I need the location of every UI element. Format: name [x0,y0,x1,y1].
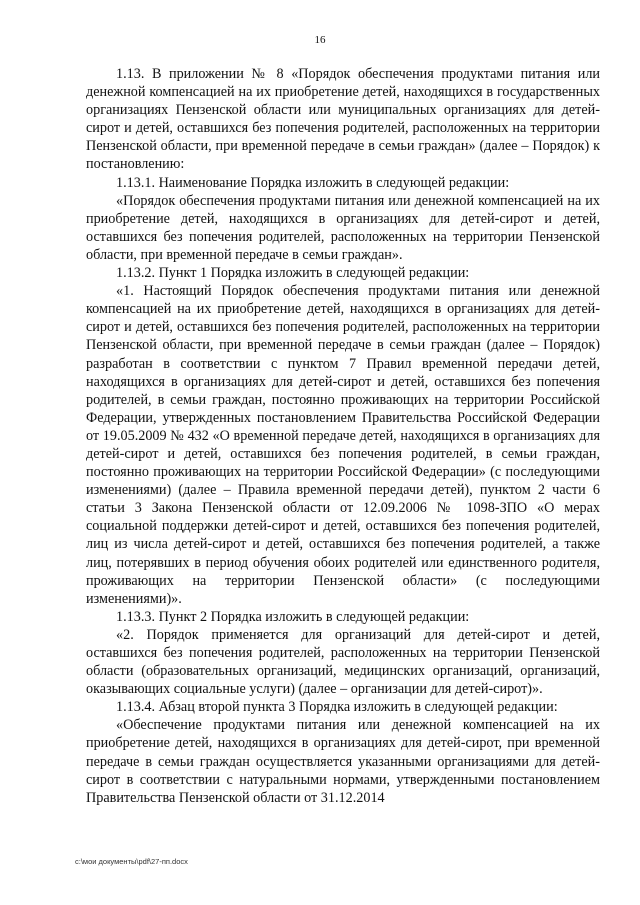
paragraph-1-13: 1.13. В приложении № 8 «Порядок обеспечения продуктами питания или денежной компенсацией на их приобретение детей, находящихся в государственных организациях Пензенской области или муниципальных организациях для детей-сирот и детей, оставшихся без попечения родителей, расположенных на территории Пензенской области, при временной передаче в семьи граждан» (далее – Порядок) к постановлению: [86,66,600,173]
paragraph-quote-point-3: «Обеспечение продуктами питания или денежной компенсацией на их приобретение детей, находящихся в организациях для детей-сирот, при временной передаче в семьи граждан осуществляется указанными организациями для детей-сирот в соответствии с натуральными нормами, утвержденными постановлением Правительства Пензенской области от 31.12.2014 [86,717,600,806]
paragraph-quote-point-1: «1. Настоящий Порядок обеспечения продуктами питания или денежной компенсацией на их приобретение детей, находящихся в организациях для детей-сирот и детей, оставшихся без попечения родителей, расположенных на территории Пензенской области, при временной передаче в семьи граждан (далее – Порядок) разработан в соответствии с пунктом 7 Правил временной передачи детей, находящихся в организациях для детей-сирот и детей, оставшихся без попечения родителей, в семьи граждан, постоянно проживающих на территории Российской Федерации, утвержденных постановлением Правительства Российской Федерации от 19.05.2009 № 432 «О временной передаче детей, находящихся в организациях для детей-сирот и детей, оставшихся без попечения родителей, в семьи граждан, постоянно проживающих на территории Российской Федерации» (с последующими изменениями) (далее – Правила временной передачи детей), пунктом 2 части 6 статьи 3 Закона Пензенской области от 12.09.2006 № 1098-ЗПО «О мерах социальной поддержки детей-сирот и детей, оставшихся без попечения родителей, лиц из числа детей-сирот и детей, оставшихся без попечения родителей, а также лиц, потерявших в период обучения обоих родителей или единственного родителя, проживающих на территории Пензенской области» (с последующими изменениями)». [86,283,600,607]
paragraph-1-13-1: 1.13.1. Наименование Порядка изложить в следующей редакции: [116,174,510,191]
footer-file-path: c:\мои документы\pdf\27-пп.docx [75,857,188,866]
paragraph-quote-point-2: «2. Порядок применяется для организаций для детей-сирот и детей, оставшихся без попечения родителей, расположенных на территории Пензенской области (образовательных организаций, медицинских организаций, организаций, оказывающих социальные услуги) (далее – организации для детей-сирот)». [86,626,600,698]
document-body [86,65,600,807]
page-number: 16 [314,34,326,46]
paragraph-1-13-4: 1.13.4. Абзац второй пункта 3 Порядка изложить в следующей редакции: [116,699,558,716]
paragraph-1-13-2: 1.13.2. Пункт 1 Порядка изложить в следующей редакции: [116,265,470,282]
paragraph-1-13-3: 1.13.3. Пункт 2 Порядка изложить в следующей редакции: [116,608,470,625]
paragraph-quote-title: «Порядок обеспечения продуктами питания или денежной компенсацией на их приобретение детей, находящихся в организациях для детей-сирот и детей, оставшихся без попечения родителей, расположенных на территории Пензенской области, при временной передаче в семьи граждан». [86,192,600,263]
